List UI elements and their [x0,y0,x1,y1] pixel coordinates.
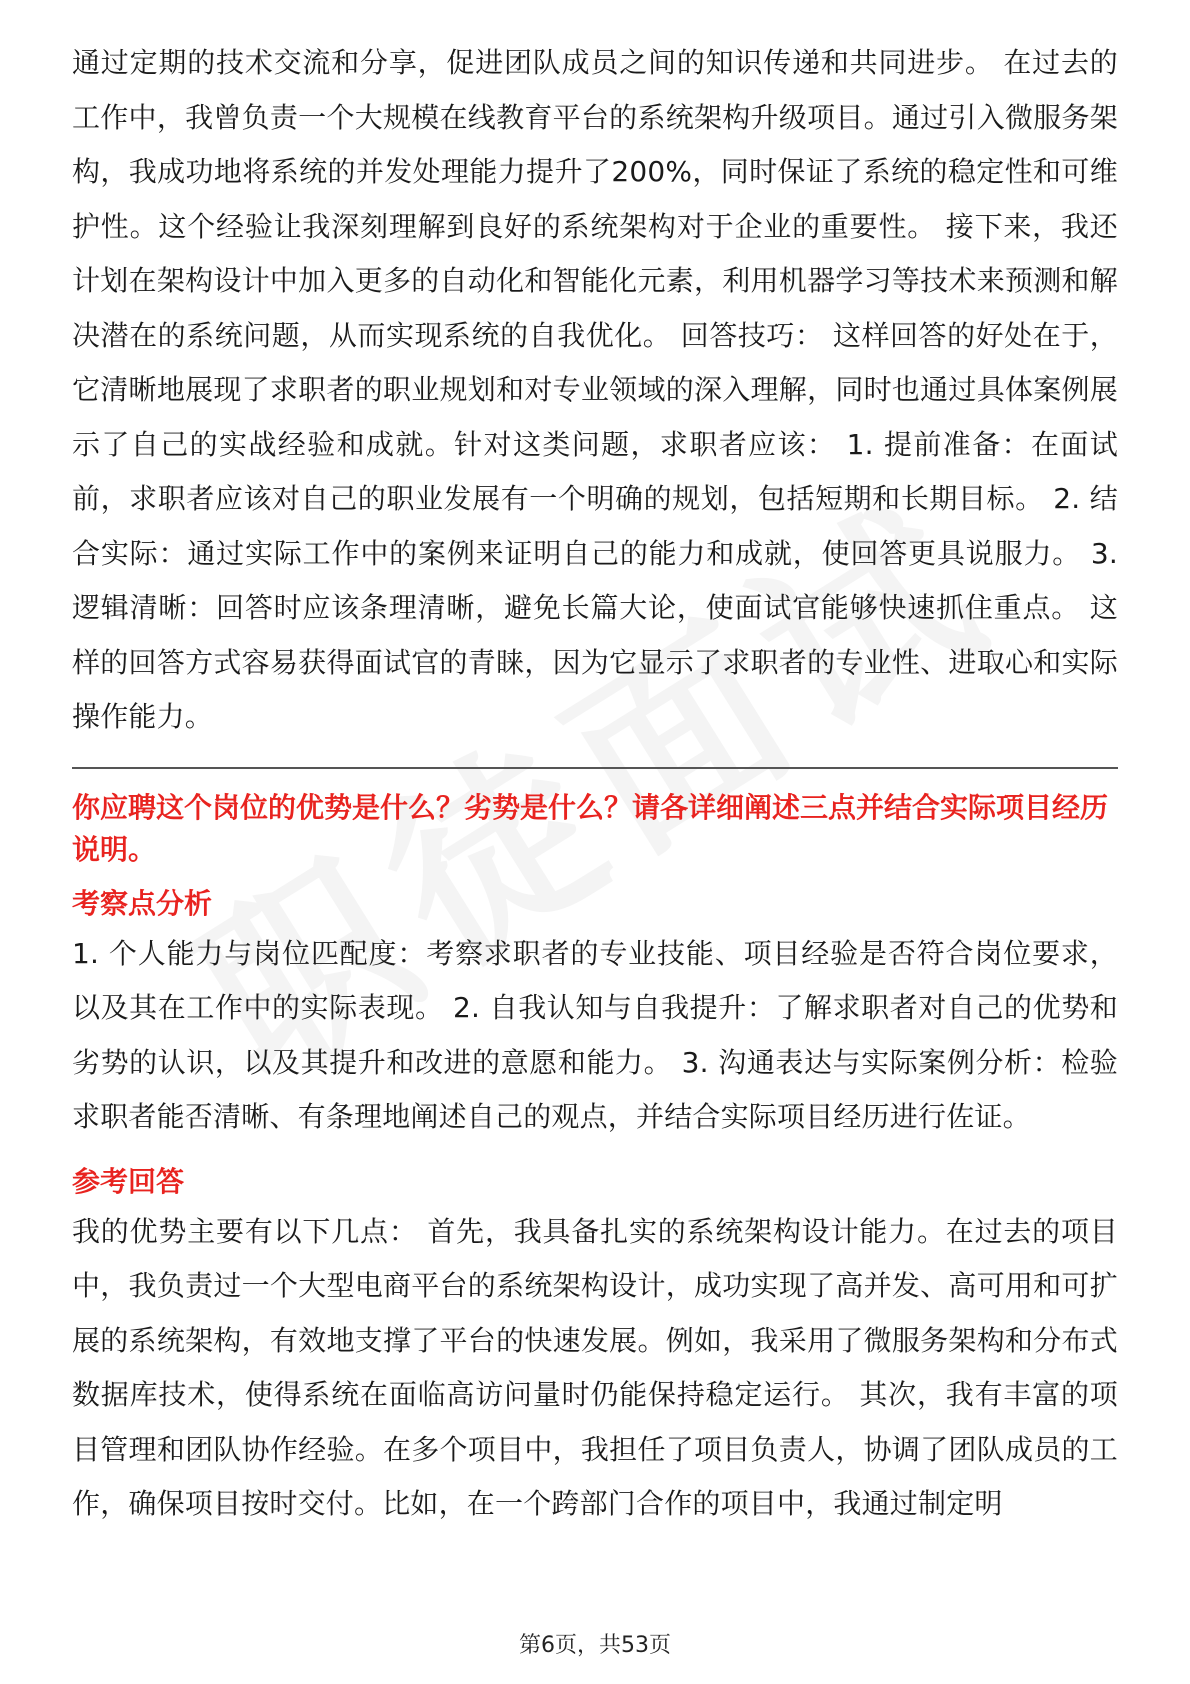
analysis-heading: 考察点分析 [72,886,213,920]
section-divider [72,767,1118,769]
answer-section [72,1163,1118,1532]
answer-text: 我的优势主要有以下几点： 首先，我具备扎实的系统架构设计能力。在过去的项目中，我负责过一个大型电商平台的系统架构设计，成功实现了高并发、高可用和可扩展的系统架构，有效地支撑了平台的快速发展。例如，我采用了微服务架构和分布式数据库技术，使得系统在面临高访问量时仍能保持稳定运行。 其次，我有丰富的项目管理和团队协作经验。在多个项目中，我担任了项目负责人，协调了团队成员的工作，确保项目按时交付。比如，在一个跨部门合作的项目中，我通过制定明 [72,1214,1118,1520]
analysis-section [72,885,1118,1145]
document-page [72,36,1118,1532]
answer-heading: 参考回答 [72,1164,185,1198]
question-heading: 你应聘这个岗位的优势是什么？劣势是什么？请各详细阐述三点并结合实际项目经历说明。 [72,790,1109,866]
page-indicator: 第6页，共53页 [519,1633,671,1658]
continuation-paragraph: 通过定期的技术交流和分享，促进团队成员之间的知识传递和共同进步。 在过去的工作中，我曾负责一个大规模在线教育平台的系统架构升级项目。通过引入微服务架构，我成功地将系统的并发处理能力提升了200%，同时保证了系统的稳定性和可维护性。这个经验让我深刻理解到良好的系统架构对于企业的重要性。 接下来，我还计划在架构设计中加入更多的自动化和智能化元素，利用机器学习等技术来预测和解决潜在的系统问题，从而实现系统的自我优化。 回答技巧： 这样回答的好处在于，它清晰地展现了求职者的职业规划和对专业领域的深入理解，同时也通过具体案例展示了自己的实战经验和成就。针对这类问题，求职者应该： 1. 提前准备：在面试前，求职者应该对自己的职业发展有一个明确的规划，包括短期和长期目标。 2. 结合实际：通过实际工作中的案例来证明自己的能力和成就，使回答更具说服力。 3. 逻辑清晰：回答时应该条理清晰，避免长篇大论，使面试官能够快速抓住重点。 这样的回答方式容易获得面试官的青睐，因为它显示了求职者的专业性、进取心和实际操作能力。 [72,46,1118,733]
analysis-text: 1. 个人能力与岗位匹配度：考察求职者的专业技能、项目经验是否符合岗位要求，以及其在工作中的实际表现。 2. 自我认知与自我提升：了解求职者对自己的优势和劣势的认识，以及其提升和改进的意愿和能力。 3. 沟通表达与实际案例分析：检验求职者能否清晰、有条理地阐述自己的观点，并结合实际项目经历进行佐证。 [72,936,1118,1133]
